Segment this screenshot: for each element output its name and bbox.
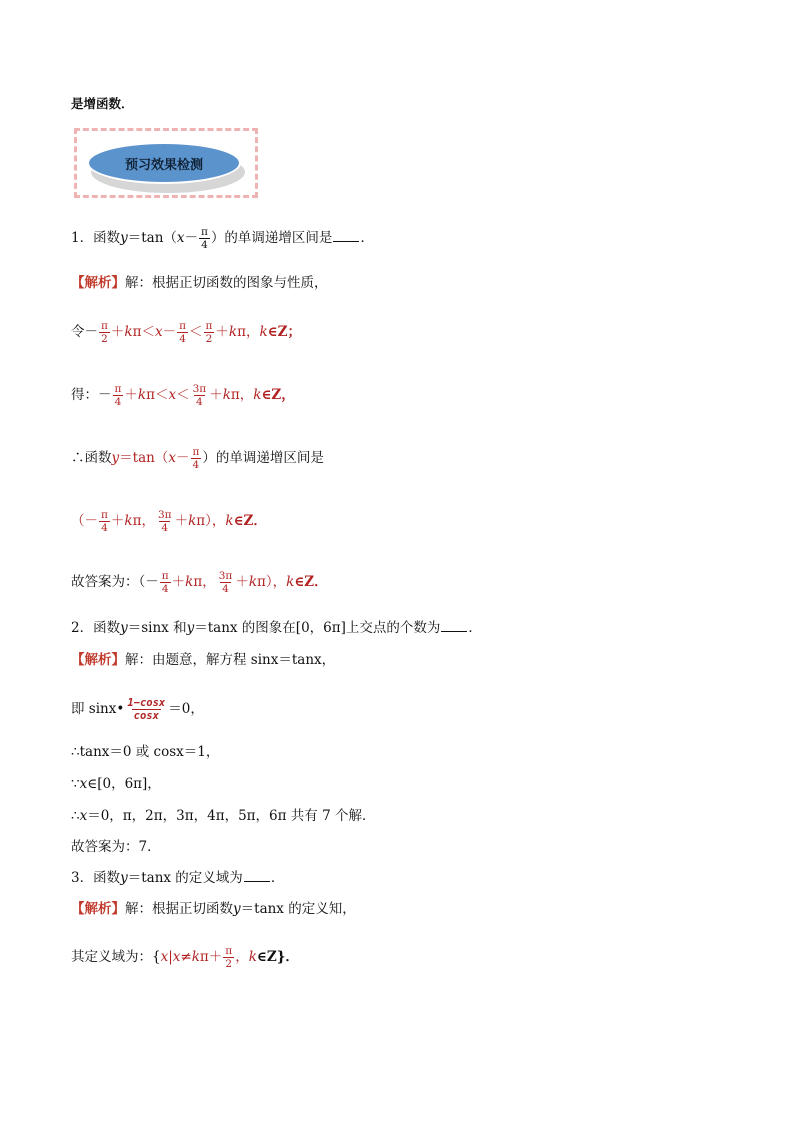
q1-interval: （－ $\frac{\pi}{4}$ ＋kπ， $\frac{3\pi}{4}$ ＋kπ），k∈Z． [71,509,267,534]
q1-step-3: ∴函数y＝tan（x－ $\frac{\pi}{4}$ ）的单调递增区间是 [71,446,324,471]
q2-step-4: ∴x＝0，π，2π，3π，4π，5π，6π 共有 7 个解． [71,808,376,824]
question-3: 3．函数y＝tanx 的定义域为 ． [71,870,285,886]
top-fragment: 是增函数． [71,96,134,111]
fraction-1-cosx-cosx: $\frac{1-\cos x}{\cos x}$ [127,697,166,722]
answer-blank [441,619,467,632]
q2-analysis: 【解析】解：由题意，解方程 sinx＝tanx， [71,652,336,668]
fraction-pi-4: $\frac{\pi}{4}$ [201,226,208,251]
question-1: 1．函数y＝tan（x－ $\frac{\pi}{4}$ ）的单调递增区间是 ． [71,226,374,251]
answer-blank [244,869,270,882]
q1-step-1: 令－ $\frac{\pi}{2}$ ＋kπ＜x－ $\frac{\pi}{4}$ ＜ $\frac{\pi}{2}$ ＋kπ，k∈Z； [71,320,302,345]
q2-step-1: 即 sinx• $\frac{1-\cos x}{\cos x}$ ＝0， [71,697,204,722]
q3-domain: 其定义域为：{x|x≠kπ＋ $\frac{\pi}{2}$ ，k∈Z}． [71,945,299,970]
q1-analysis: 【解析】解：根据正切函数的图象与性质， [71,275,328,291]
answer-blank [333,229,359,242]
q2-step-3: ∵x∈[0，6π]， [71,776,161,792]
q2-step-2: ∴tanx＝0 或 cosx＝1， [71,744,220,760]
question-2: 2．函数y＝sinx 和y＝tanx 的图象在[0，6π]上交点的个数为 ． [71,620,482,636]
q3-analysis: 【解析】解：根据正切函数y＝tanx 的定义知， [71,901,356,917]
q1-answer: 故答案为：（－ $\frac{\pi}{4}$ ＋kπ， $\frac{3\pi}{4}$ ＋kπ），k∈Z． [71,570,328,595]
banner-title: 预习效果检测 [87,142,241,184]
q1-step-2: 得：－ $\frac{\pi}{4}$ ＋kπ＜x＜ $\frac{3\pi}{4}$ ＋kπ，k∈Z， [71,383,295,408]
q2-answer: 故答案为：7． [71,839,161,855]
